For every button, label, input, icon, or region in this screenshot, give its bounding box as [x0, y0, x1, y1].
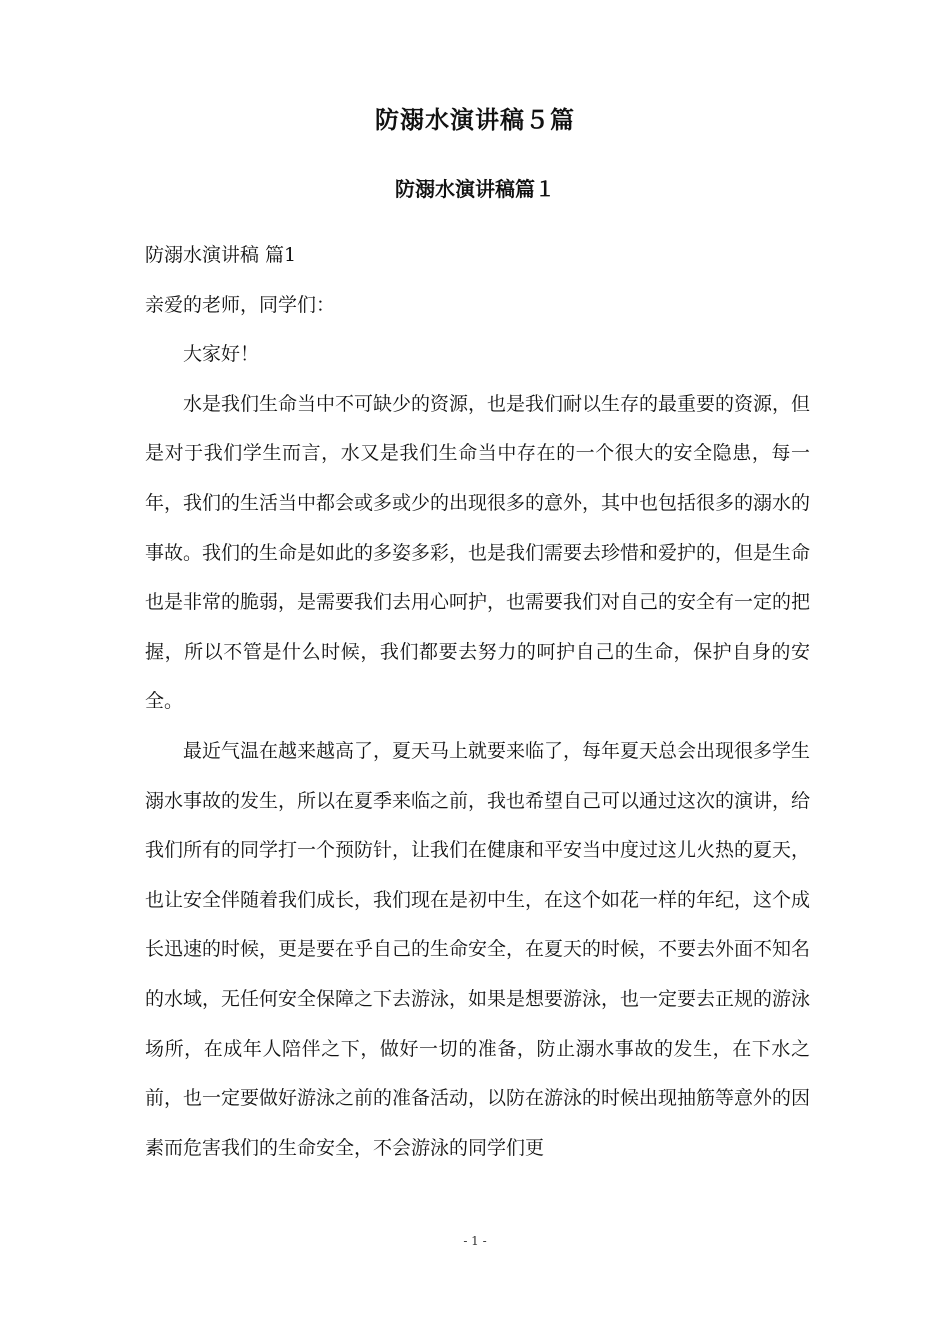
page-number: - 1 -	[463, 1234, 487, 1248]
document-body	[145, 231, 810, 1173]
section-heading: 防溺水演讲稿篇１	[395, 177, 555, 201]
paragraph-body-1: 水是我们生命当中不可缺少的资源，也是我们耐以生存的最重要的资源，但是对于我们学生而言，水又是我们生命当中存在的一个很大的安全隐患，每一年，我们的生活当中都会或多或少的出现很多的意外，其中也包括很多的溺水的事故。我们的生命是如此的多姿多彩，也是我们需要去珍惜和爱护的，但是生命也是非常的脆弱，是需要我们去用心呵护，也需要我们对自己的安全有一定的把握，所以不管是什么时候，我们都要去努力的呵护自己的生命，保护自身的安全。	[145, 392, 811, 713]
document-title: 防溺水演讲稿５篇	[375, 105, 575, 134]
paragraph-salutation: 亲爱的老师，同学们：	[145, 293, 336, 316]
paragraph-heading-line: 防溺水演讲稿 篇1	[145, 244, 297, 266]
paragraph-body-2: 最近气温在越来越高了，夏天马上就要来临了，每年夏天总会出现很多学生溺水事故的发生，所以在夏季来临之前，我也希望自己可以通过这次的演讲，给我们所有的同学打一个预防针，让我们在健康和平安当中度过这儿火热的夏天，也让安全伴随着我们成长，我们现在是初中生，在这个如花一样的年纪，这个成长迅速的时候，更是要在乎自己的生命安全，在夏天的时候，不要去外面不知名的水域，无任何安全保障之下去游泳，如果是想要游泳，也一定要去正规的游泳场所，在成年人陪伴之下，做好一切的准备，防止溺水事故的发生，在下水之前，也一定要做好游泳之前的准备活动，以防在游泳的时候出现抽筋等意外的因素而危害我们的生命安全，不会游泳的同学们更	[145, 739, 811, 1159]
paragraph-greeting: 大家好！	[183, 343, 260, 366]
